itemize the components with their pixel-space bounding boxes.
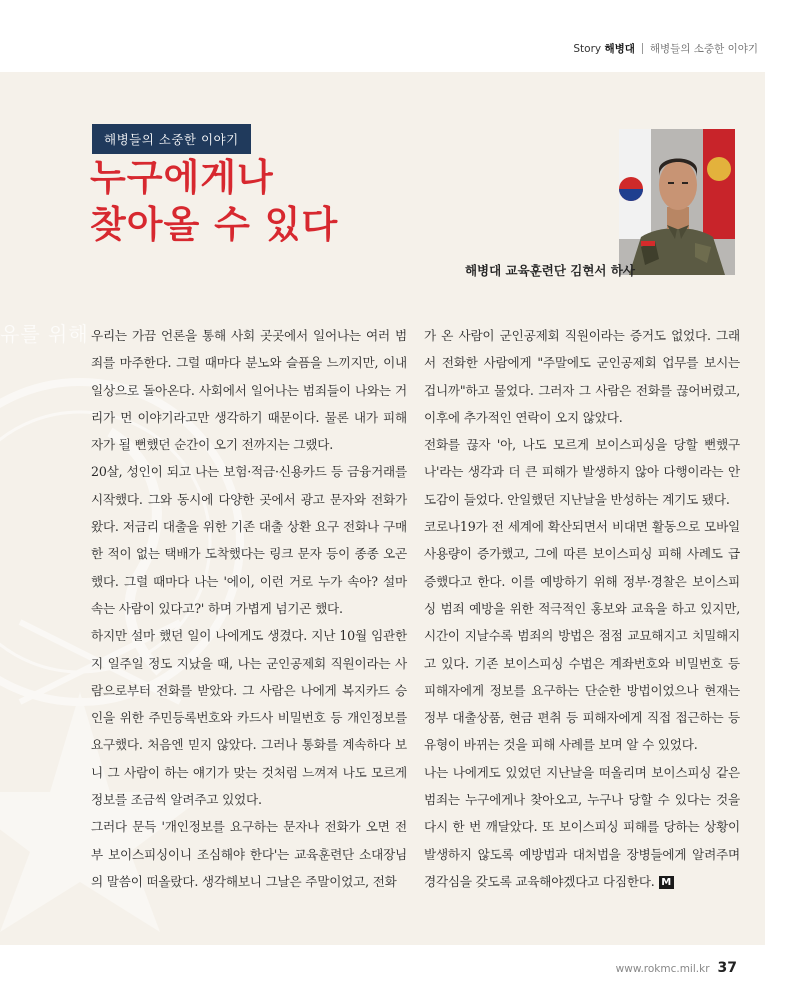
end-mark-icon: M — [659, 876, 674, 889]
section-bold: 해병대 — [604, 43, 635, 55]
text-column-left — [91, 322, 407, 895]
category-tag: 해병들의 소중한 이야기 — [92, 124, 251, 154]
page-number: 37 — [717, 960, 737, 976]
text-column-right — [424, 322, 740, 895]
section-title — [573, 41, 635, 56]
paragraph: 그러다 문득 '개인정보를 요구하는 문자나 전화가 오면 전부 보이스피싱이니 조심해야 한다'는 교육훈련단 소대장님의 말씀이 떠올랐다. 생각해보니 그날은 주말이었고, 전화 — [91, 819, 407, 889]
footer-url: www.rokmc.mil.kr — [615, 963, 710, 975]
paragraph-text: 나는 나에게도 있었던 지난날을 떠올리며 보이스피싱 같은 범죄는 누구에게나 찾아오고, 누구나 당할 수 있다는 것을 다시 한 번 깨달았다. 또 보이스피싱 피해를 당하는 상황이 발생하지 않도록 예방법과 대처법을 장병들에게 알려주며 경각심을 갖도록 교육해야겠다고 다짐한다. — [424, 764, 740, 889]
page-footer — [616, 960, 737, 976]
author-byline: 해병대 교육훈련단 김현서 하사 — [464, 263, 635, 278]
author-photo — [619, 129, 735, 275]
paragraph: 하지만 설마 했던 일이 나에게도 생겼다. 지난 10월 임관한 지 일주일 정도 지났을 때, 나는 군인공제회 직원이라는 사람으로부터 전화를 받았다. 그 사람은 나에게 복지카드 승인을 위한 주민등록번호와 카드사 비밀번호 등 개인정보를 요구했다. 처음엔 믿지 않았다. 그러나 통화를 계속하다 보니 그 사람이 하는 얘기가 맞는 것처럼 느껴져 나도 모르게 정보를 조금씩 알려주고 있었다. — [91, 628, 407, 808]
portrait-image — [619, 129, 735, 275]
title-line-2: 찾아올 수 있다 — [90, 203, 339, 246]
page-header — [573, 41, 758, 56]
section-prefix: Story — [573, 43, 602, 55]
article-panel — [0, 72, 765, 945]
paragraph: 가 온 사람이 군인공제회 직원이라는 증거도 없었다. 그래서 전화한 사람에게 "주말에도 군인공제회 업무를 보시는 겁니까"하고 물었다. 그러자 그 사람은 전화를 끊어버렸고, 이후에 추가적인 연락이 오지 않았다. — [424, 328, 740, 425]
paragraph: 20살, 성인이 되고 나는 보험·적금·신용카드 등 금융거래를 시작했다. 그와 동시에 다양한 곳에서 광고 문자와 전화가 왔다. 저금리 대출을 위한 기존 대출 상환 요구 전화나 구매한 적이 없는 택배가 도착했다는 링크 문자 등이 종종 오곤 했다. 그럴 때마다 나는 '에이, 이런 거로 누가 속아? 설마 속는 사람이 있다고?' 하며 가볍게 넘기곤 했다. — [91, 464, 407, 616]
paragraph: 전화를 끊자 '아, 나도 모르게 보이스피싱을 당할 뻔했구나'라는 생각과 더 큰 피해가 발생하지 않아 다행이라는 안도감이 들었다. 안일했던 지난날을 반성하는 계기도 됐다. — [424, 437, 740, 507]
section-subtitle: 해병들의 소중한 이야기 — [649, 43, 758, 55]
paragraph-final — [424, 759, 740, 895]
title-line-1: 누구에게나 — [90, 156, 274, 199]
watermark-text: 유를 위해 — [0, 322, 89, 346]
article-title — [90, 154, 338, 248]
paragraph: 우리는 가끔 언론을 통해 사회 곳곳에서 일어나는 여러 범죄를 마주한다. 그럴 때마다 분노와 슬픔을 느끼지만, 이내 일상으로 돌아온다. 사회에서 일어나는 범죄들이 나와는 거리가 먼 이야기라고만 생각하기 때문이다. 물론 내가 피해자가 될 뻔했던 순간이 오기 전까지는 그랬다. — [91, 328, 407, 453]
header-divider — [642, 43, 643, 54]
paragraph: 코로나19가 전 세계에 확산되면서 비대면 활동으로 모바일 사용량이 증가했고, 그에 따른 보이스피싱 피해 사례도 급증했다고 한다. 이를 예방하기 위해 정부·경찰은 보이스피싱 범죄 예방을 위한 적극적인 홍보와 교육을 하고 있지만, 시간이 지날수록 범죄의 방법은 점점 교묘해지고 치밀해지고 있다. 기존 보이스피싱 수법은 계좌번호와 비밀번호 등 피해자에게 정보를 요구하는 단순한 방법이었으나 현재는 정부 대출상품, 현금 편취 등 피해자에게 직접 접근하는 등 유형이 바뀌는 것을 피해 사례를 보며 알 수 있었다. — [424, 519, 740, 753]
